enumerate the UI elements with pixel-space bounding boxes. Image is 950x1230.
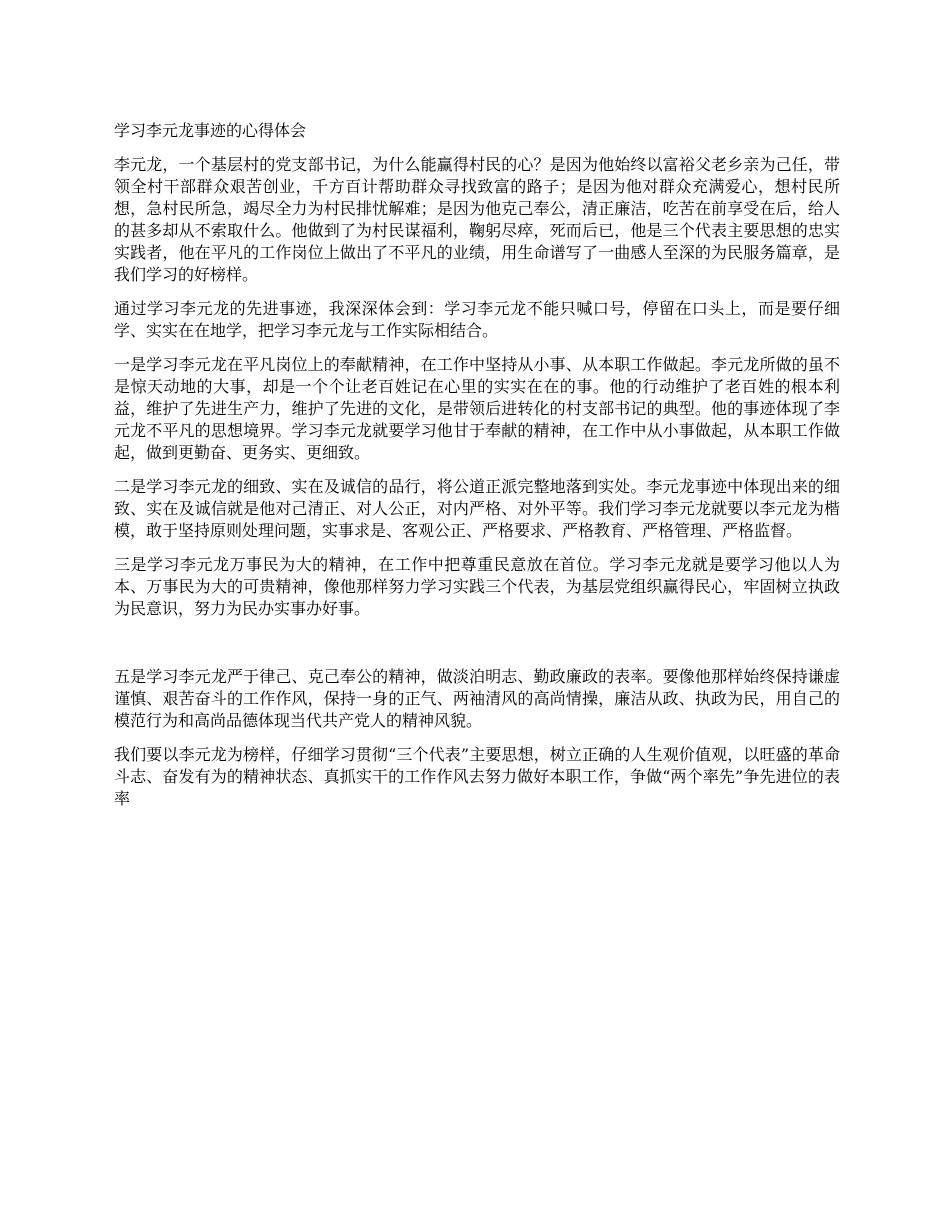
paragraph-point-two: 二是学习李元龙的细致、实在及诚信的品行，将公道正派完整地落到实处。李元龙事迹中体现出来的细致、实在及诚信就是他对己清正、对人公正，对内严格、对外平等。我们学习李元龙就要以李元龙为楷模，敢于坚持原则处理问题，实事求是、客观公正、严格要求、严格教育、严格管理、严格监督。 xyxy=(114,477,840,540)
paragraph-point-three: 三是学习李元龙万事民为大的精神，在工作中把尊重民意放在首位。学习李元龙就是要学习他以人为本、万事民为大的可贵精神，像他那样努力学习实践三个代表，为基层党组织赢得民心，牢固树立执政为民意识，努力为民办实事办好事。 xyxy=(114,555,840,618)
document-title: 学习李元龙事迹的心得体会 xyxy=(114,121,307,140)
section-gap xyxy=(114,632,840,666)
paragraph-insight: 通过学习李元龙的先进事迹，我深深体会到：学习李元龙不能只喊口号，停留在口头上，而是要仔细学、实实在在地学，把学习李元龙与工作实际相结合。 xyxy=(114,299,840,340)
document-body xyxy=(114,120,840,822)
paragraph-point-one: 一是学习李元龙在平凡岗位上的奉献精神，在工作中坚持从小事、从本职工作做起。李元龙所做的虽不是惊天动地的大事，却是一个个让老百姓记在心里的实实在在的事。他的行动维护了老百姓的根本利益，维护了先进生产力，维护了先进的文化，是带领后进转化的村支部书记的典型。他的事迹体现了李元龙不平凡的思想境界。学习李元龙就要学习他甘于奉献的精神，在工作中从小事做起，从本职工作做起，做到更勤奋、更务实、更细致。 xyxy=(114,355,840,462)
paragraph-conclusion: 我们要以李元龙为榜样，仔细学习贯彻“三个代表”主要思想，树立正确的人生观价值观，以旺盛的革命斗志、奋发有为的精神状态、真抓实干的工作作风去努力做好本职工作，争做“两个率先”争先进位的表率 xyxy=(114,745,840,808)
paragraph-point-five: 五是学习李元龙严于律己、克己奉公的精神，做淡泊明志、勤政廉政的表率。要像他那样始终保持谦虚谨慎、艰苦奋斗的工作作风，保持一身的正气、两袖清风的高尚情操，廉洁从政、执政为民，用自己的模范行为和高尚品德体现当代共产党人的精神风貌。 xyxy=(114,667,840,730)
paragraph-intro: 李元龙，一个基层村的党支部书记，为什么能赢得村民的心？是因为他始终以富裕父老乡亲为己任，带领全村干部群众艰苦创业，千方百计帮助群众寻找致富的路子；是因为他对群众充满爱心，想村民所想，急村民所急，竭尽全力为村民排忧解难；是因为他克己奉公，清正廉洁，吃苦在前享受在后，给人的甚多却从不索取什么。他做到了为村民谋福利，鞠躬尽瘁，死而后已，他是三个代表主要思想的忠实实践者，他在平凡的工作岗位上做出了不平凡的业绩，用生命谱写了一曲感人至深的为民服务篇章，是我们学习的好榜样。 xyxy=(114,155,840,284)
